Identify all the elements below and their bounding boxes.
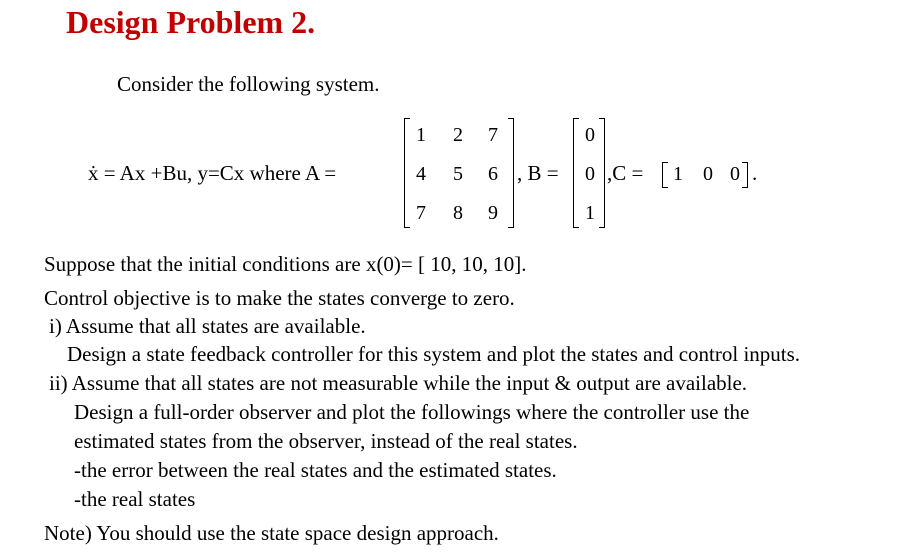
control-objective: Control objective is to make the states converge to zero. [44,286,515,310]
matrix-b-cell: 0 [585,124,595,146]
item-2: ii) Assume that all states are not measurable while the input & output are available. [49,371,748,395]
matrix-c-left-bracket [662,162,668,188]
matrix-c-cell: 1 [673,163,683,185]
matrix-c-cell: 0 [703,163,713,185]
item-2-task-line-1: Design a full-order observer and plot the followings where the controller use the [74,400,750,424]
equation-lhs: ẋ = Ax +Bu, y=Cx where A = [88,161,337,185]
matrix-b-left-bracket [573,118,579,228]
matrix-a-cell: 5 [453,163,463,185]
page-title: Design Problem 2. [66,4,316,40]
matrix-a-cell: 8 [453,202,463,224]
matrix-b-cell: 0 [585,163,595,185]
matrix-b-cell: 1 [585,202,595,224]
matrix-a-cell: 9 [488,202,498,224]
matrix-a-cell: 7 [488,124,498,146]
plot-bullet-error: -the error between the real states and the estimated states. [74,458,557,482]
matrix-a-cell: 6 [488,163,498,185]
matrix-c-right-bracket [742,162,748,188]
plot-bullet-states: -the real states [74,487,196,511]
equation-end: . [752,161,758,185]
matrix-c-cell: 0 [730,163,740,185]
matrix-b-right-bracket [599,118,605,228]
initial-conditions: Suppose that the initial conditions are x(0)= [ 10, 10, 10]. [44,252,527,276]
equation-b-label: , B = [517,161,559,185]
equation-c-label: ,C = [607,161,644,185]
matrix-a-cell: 2 [453,124,463,146]
item-2-task-line-2: estimated states from the observer, instead of the real states. [74,429,578,453]
matrix-a-left-bracket [404,118,410,228]
item-1-task: Design a state feedback controller for this system and plot the states and control inputs. [67,342,801,366]
item-1: i) Assume that all states are available. [49,314,366,338]
matrix-a-right-bracket [508,118,514,228]
matrix-a-cell: 7 [416,202,426,224]
intro-text: Consider the following system. [117,72,380,96]
matrix-a-cell: 4 [416,163,426,185]
matrix-a-cell: 1 [416,124,426,146]
note-text: Note) You should use the state space design approach. [44,521,499,545]
